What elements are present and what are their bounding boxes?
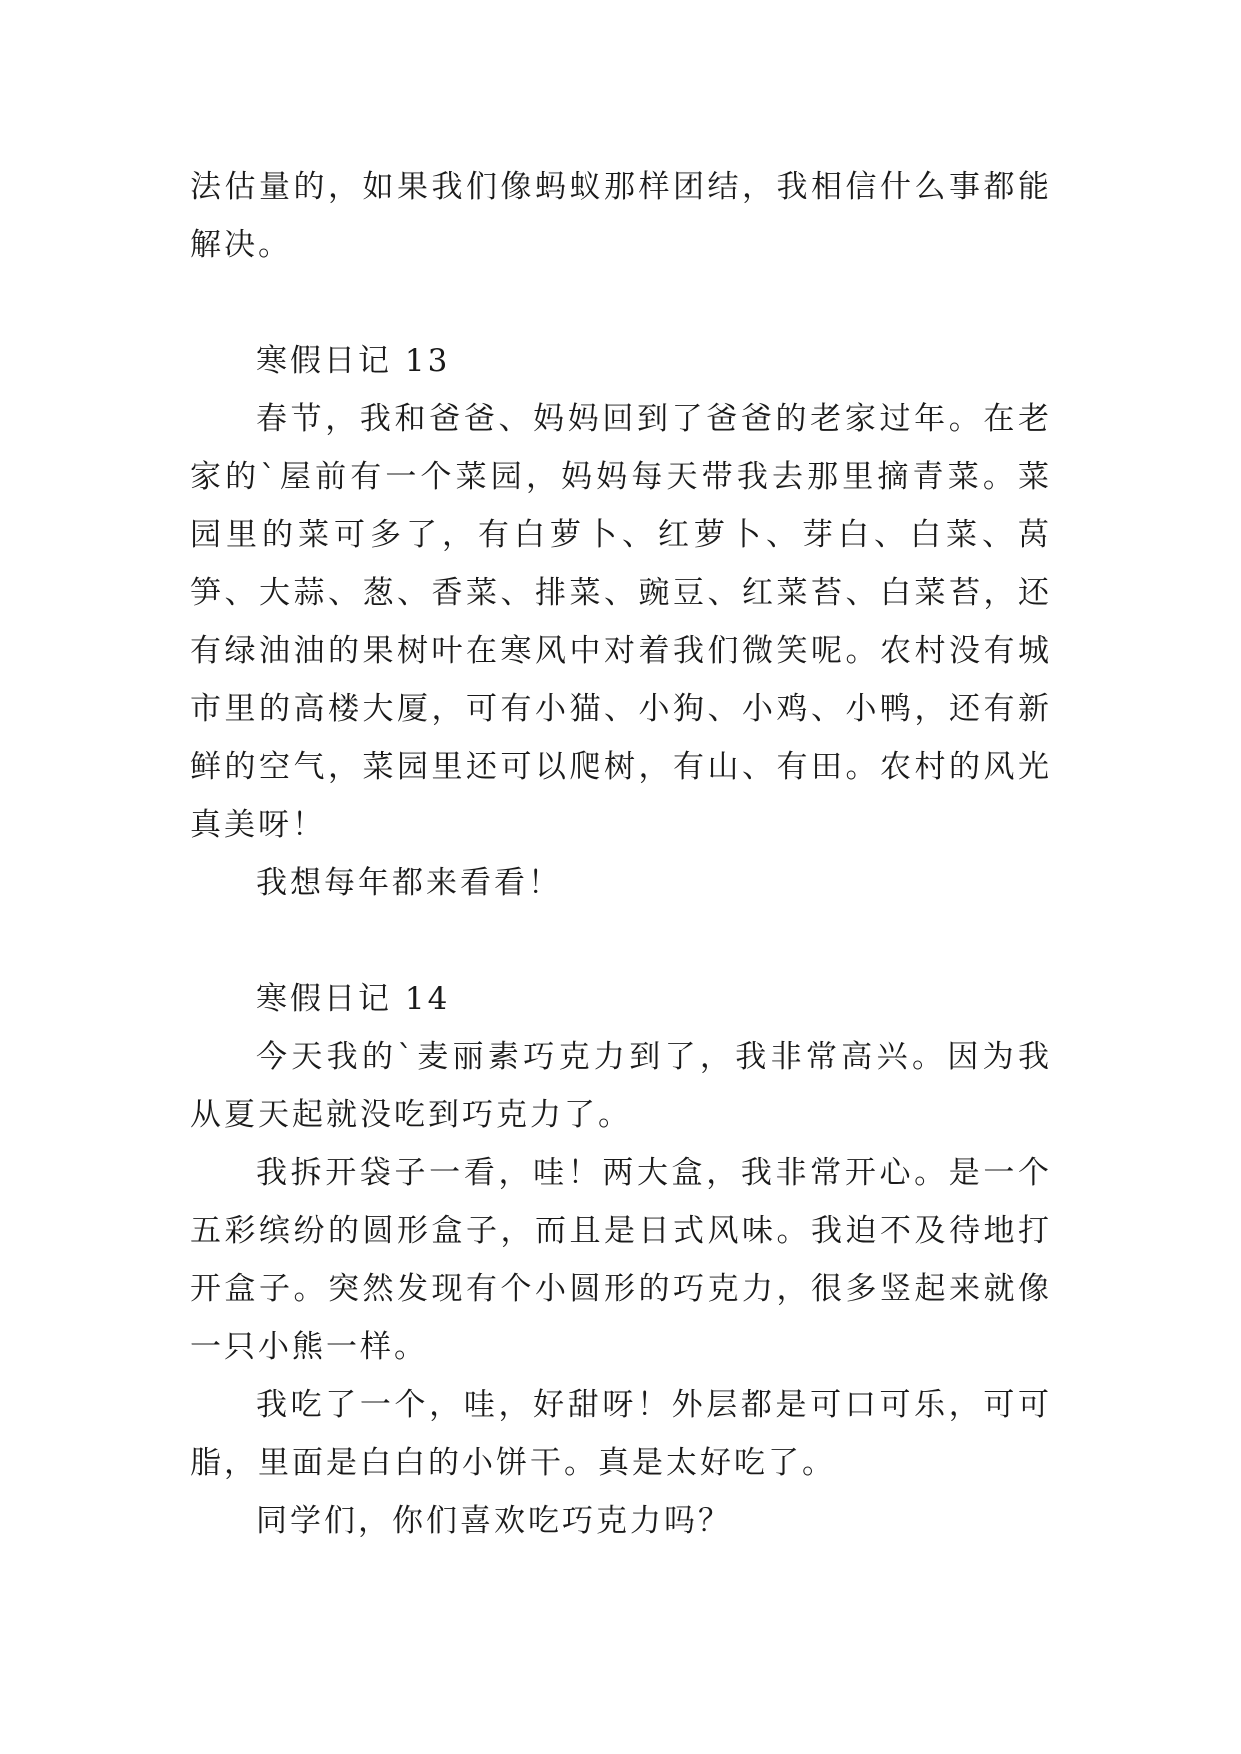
entry-title: 寒假日记 13 xyxy=(256,343,451,379)
section-spacer xyxy=(190,274,1052,332)
entry-paragraph: 今天我的`麦丽素巧克力到了，我非常高兴。因为我从夏天起就没吃到巧克力了。 xyxy=(190,1039,1052,1133)
document-body xyxy=(190,158,1052,1550)
section-spacer xyxy=(190,912,1052,970)
intro-paragraph: 法估量的，如果我们像蚂蚁那样团结，我相信什么事都能解决。 xyxy=(190,169,1052,263)
entry-paragraph: 我拆开袋子一看，哇！两大盒，我非常开心。是一个五彩缤纷的圆形盒子，而且是日式风味。我迫不及待地打开盒子。突然发现有个小圆形的巧克力，很多竖起来就像一只小熊一样。 xyxy=(190,1155,1052,1365)
entry-paragraph: 春节，我和爸爸、妈妈回到了爸爸的老家过年。在老家的`屋前有一个菜园，妈妈每天带我去那里摘青菜。菜园里的菜可多了，有白萝卜、红萝卜、芽白、白菜、莴笋、大蒜、葱、香菜、排菜、豌豆、红菜苔、白菜苔，还有绿油油的果树叶在寒风中对着我们微笑呢。农村没有城市里的高楼大厦，可有小猫、小狗、小鸡、小鸭，还有新鲜的空气，菜园里还可以爬树，有山、有田。农村的风光真美呀！ xyxy=(190,401,1052,843)
entry-paragraph: 我想每年都来看看！ xyxy=(256,865,562,901)
entry-paragraph: 同学们，你们喜欢吃巧克力吗？ xyxy=(256,1503,732,1539)
entry-paragraph: 我吃了一个，哇，好甜呀！外层都是可口可乐，可可脂，里面是白白的小饼干。真是太好吃了。 xyxy=(190,1387,1052,1481)
entry-title: 寒假日记 14 xyxy=(256,981,451,1017)
